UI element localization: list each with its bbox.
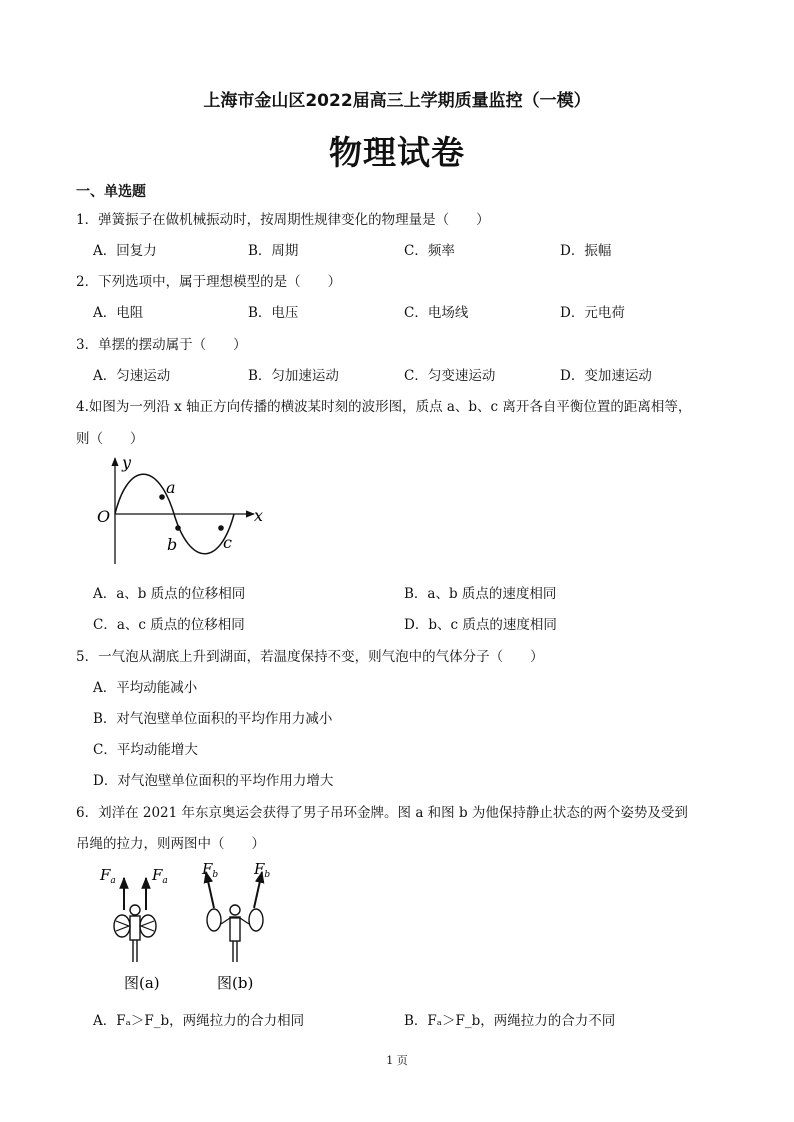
question-6-stem-line1: 6．刘洋在 2021 年东京奥运会获得了男子吊环金牌。图 a 和图 b 为他保持静止状态的两个姿势及受到	[76, 805, 688, 821]
question-4-stem-line2: 则（ ）	[76, 431, 144, 447]
point-b	[175, 525, 181, 531]
question-2-option-a: A．电阻	[93, 305, 144, 321]
question-2-option-b: B．电压	[248, 305, 299, 321]
question-1-option-a: A．回复力	[93, 243, 157, 259]
caption-b: 图(b)	[217, 974, 254, 992]
rings-figure	[96, 858, 286, 998]
x-label: x	[254, 506, 264, 525]
label-c: c	[223, 533, 232, 552]
section-heading: 一、单选题	[76, 184, 146, 200]
question-3-option-d: D．变加速运动	[560, 368, 652, 384]
caption-a: 图(a)	[124, 974, 160, 992]
question-3-stem: 3．单摆的摆动属于（ ）	[76, 337, 247, 353]
question-1-stem: 1．弹簧振子在做机械振动时，按周期性规律变化的物理量是（ ）	[76, 212, 490, 228]
fb-right-label: $F_b$	[254, 860, 271, 880]
question-4-option-a: A．a、b 质点的位移相同	[93, 586, 246, 602]
label-a: a	[166, 478, 176, 497]
question-3-option-c: C．匀变速运动	[404, 368, 496, 384]
question-4-option-b: B．a、b 质点的速度相同	[404, 586, 557, 602]
point-c	[218, 525, 224, 531]
question-6-option-a: A．Fₐ＞F_b，两绳拉力的合力相同	[93, 1013, 305, 1029]
exam-title: 物理试卷	[329, 133, 465, 172]
question-4-option-c: C．a、c 质点的位移相同	[93, 617, 245, 633]
fa-left-label: $F_a$	[100, 866, 116, 886]
question-2-option-d: D．元电荷	[560, 305, 625, 321]
question-5-option-c: C．平均动能增大	[93, 742, 198, 758]
question-5-option-b: B．对气泡壁单位面积的平均作用力减小	[93, 711, 333, 727]
question-5-option-a: A．平均动能减小	[93, 680, 198, 696]
page-number: 1 页	[386, 1054, 408, 1067]
question-5-option-d: D．对气泡壁单位面积的平均作用力增大	[93, 773, 334, 789]
question-1-option-c: C．频率	[404, 243, 455, 259]
fb-left-label: $F_b$	[202, 860, 219, 880]
y-label: y	[122, 453, 132, 472]
question-3-option-b: B．匀加速运动	[248, 368, 339, 384]
label-b: b	[167, 535, 178, 554]
figure-a	[114, 878, 156, 962]
question-1-option-b: B．周期	[248, 243, 299, 259]
point-a	[159, 494, 165, 500]
figure-b	[206, 872, 263, 962]
question-4-stem-line1: 4.如图为一列沿 x 轴正方向传播的横波某时刻的波形图，质点 a、b、c 离开各自平衡位置的距离相等，	[76, 399, 692, 415]
question-6-stem-line2: 吊绳的拉力，则两图中（ ）	[76, 836, 265, 852]
question-3-option-a: A．匀速运动	[93, 368, 171, 384]
wave-figure	[94, 452, 274, 572]
question-5-stem: 5．一气泡从湖底上升到湖面，若温度保持不变，则气泡中的气体分子（ ）	[76, 649, 544, 665]
question-1-option-d: D．振幅	[560, 243, 612, 259]
question-2-stem: 2．下列选项中，属于理想模型的是（ ）	[76, 274, 342, 290]
question-2-option-c: C．电场线	[404, 305, 469, 321]
exam-subtitle: 上海市金山区2022届高三上学期质量监控（一模）	[203, 91, 591, 111]
fa-right-label: $F_a$	[152, 866, 168, 886]
question-4-option-d: D．b、c 质点的速度相同	[404, 617, 557, 633]
question-6-option-b: B．Fₐ＞F_b，两绳拉力的合力不同	[404, 1013, 616, 1029]
origin-label: O	[97, 507, 111, 526]
